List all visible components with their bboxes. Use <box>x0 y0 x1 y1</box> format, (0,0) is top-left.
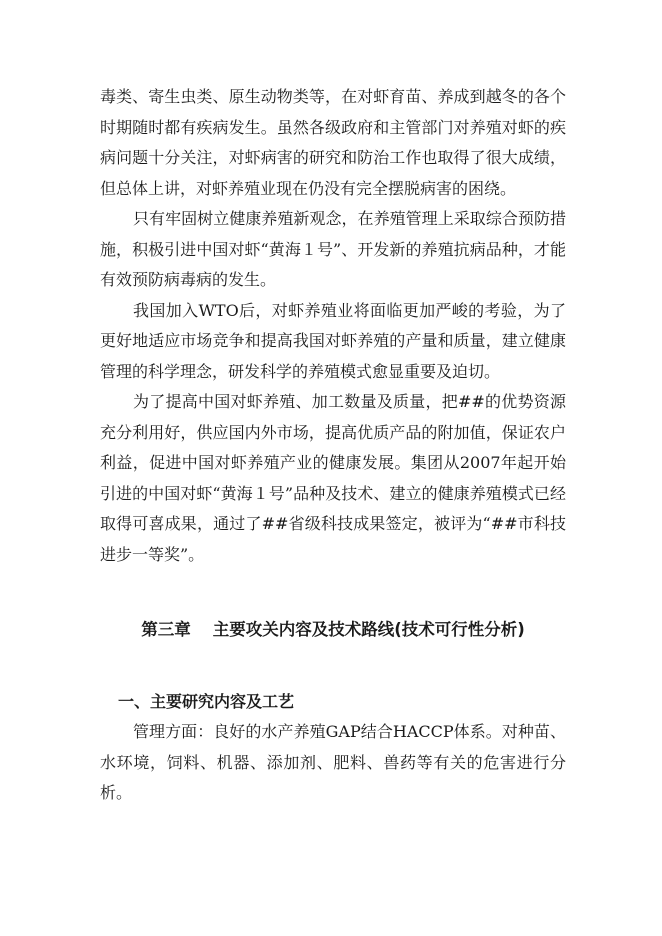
paragraph-improve-production: 为了提高中国对虾养殖、加工数量及质量，把##的优势资源充分利用好，供应国内外市场，提高优质产品的附加值，保证农户利益，促进中国对虾养殖产业的健康发展。集团从2007年起开始引进的中国对虾“黄海１号”品种及技术、建立的健康养殖模式已经取得可喜成果，通过了##省级科技成果签定，被评为“##市科技进步一等奖”。 <box>100 392 566 564</box>
paragraph-healthy-farming: 只有牢固树立健康养殖新观念，在养殖管理上采取综合预防措施，积极引进中国对虾“黄海１号”、开发新的养殖抗病品种，才能有效预防病毒病的发生。 <box>100 209 566 289</box>
section-heading: 一、主要研究内容及工艺 <box>118 692 295 711</box>
chapter-heading <box>100 615 566 645</box>
paragraph-wto: 我国加入WTO后，对虾养殖业将面临更加严峻的考验，为了更好地适应市场竞争和提高我国对虾养殖的产量和质量，建立健康管理的科学理念，研发科学的养殖模式愈显重要及迫切。 <box>100 300 566 381</box>
paragraph-management: 管理方面：良好的水产养殖GAP结合HACCP体系。对种苗、水环境，饲料、机器、添加剂、肥料、兽药等有关的危害进行分析。 <box>100 722 566 802</box>
chapter-title: 主要攻关内容及技术路线(技术可行性分析) <box>212 620 525 639</box>
paragraph-continued: 毒类、寄生虫类、原生动物类等，在对虾育苗、养成到越冬的各个时期随时都有疾病发生。虽然各级政府和主管部门对养殖对虾的疾病问题十分关注，对虾病害的研究和防治工作也取得了很大成绩，但总体上讲，对虾养殖业现在仍没有完全摆脱病害的困绕。 <box>100 87 566 198</box>
chapter-number: 第三章 <box>141 620 191 639</box>
